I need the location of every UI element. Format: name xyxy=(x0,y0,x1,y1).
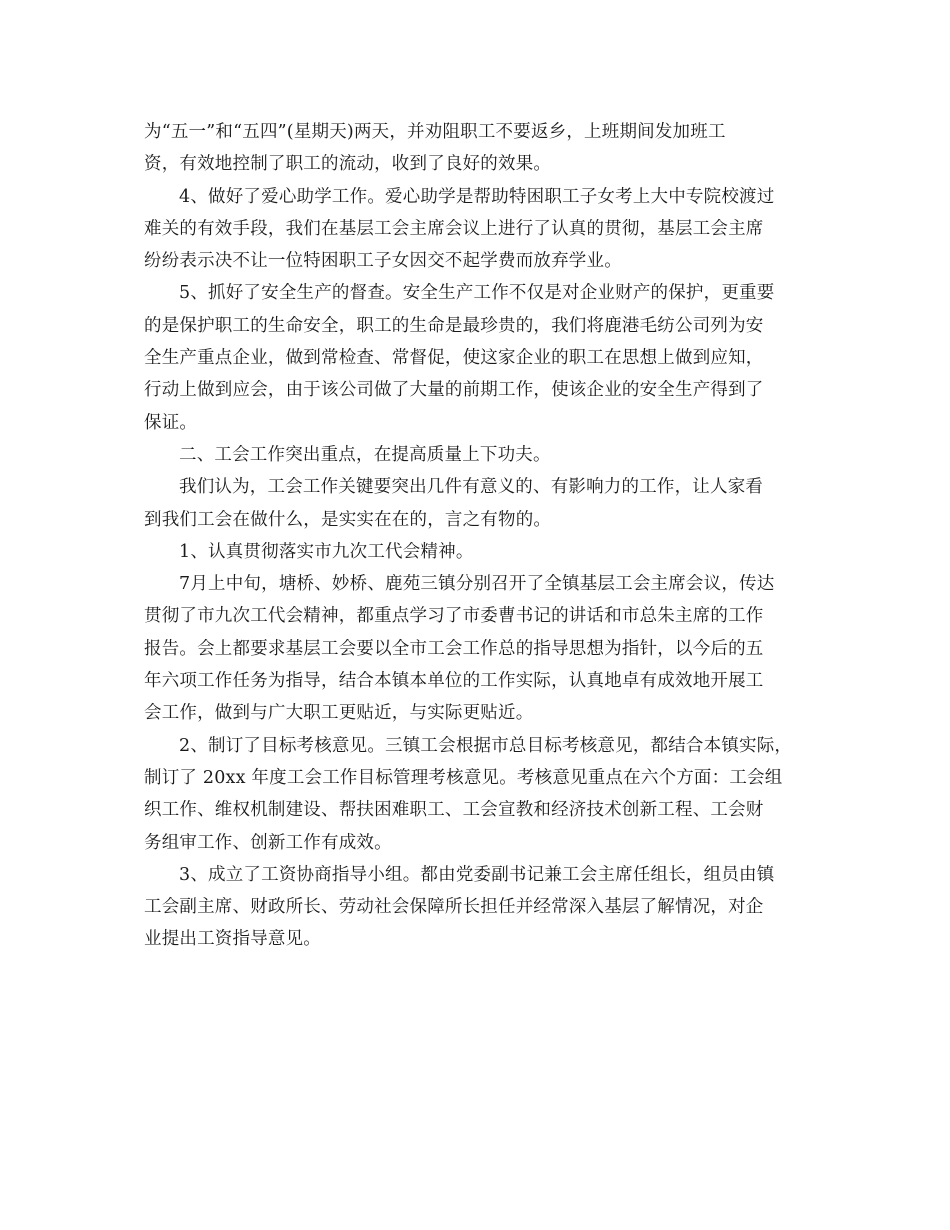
text-line: 难关的有效手段，我们在基层工会主席会议上进行了认真的贯彻，基层工会主席 xyxy=(144,218,764,239)
paragraph-start-line: 5、抓好了安全生产的督查。安全生产工作不仅是对企业财产的保护，更重要 xyxy=(179,283,775,304)
text-line: 行动上做到应会，由于该公司做了大量的前期工作，使该企业的安全生产得到了 xyxy=(144,380,764,401)
text-line: 为“五一”和“五四”(星期天)两天，并劝阻职工不要返乡，上班期间发加班工 xyxy=(144,122,726,142)
text-line: 到我们工会在做什么，是实实在在的，言之有物的。 xyxy=(144,509,552,530)
section-heading-line: 二、工会工作突出重点，在提高质量上下功夫。 xyxy=(179,444,551,465)
paragraph-start-line: 4、做好了爱心助学工作。爱心助学是帮助特困职工子女考上大中专院校渡过 xyxy=(179,186,775,207)
paragraph-start-line: 7月上中旬，塘桥、妙桥、鹿苑三镇分别召开了全镇基层工会主席会议，传达 xyxy=(179,574,775,595)
text-line: 保证。 xyxy=(144,412,198,433)
paragraph-start-line: 我们认为，工会工作关键要突出几件有意义的、有影响力的工作，让人家看 xyxy=(179,477,764,498)
text-line: 年六项工作任务为指导，结合本镇本单位的工作实际，认真地卓有成效地开展工 xyxy=(144,671,764,692)
paragraph-start-line: 2、制订了目标考核意见。三镇工会根据市总目标考核意见，都结合本镇实际， xyxy=(179,735,793,756)
document-page xyxy=(144,116,812,956)
text-line: 全生产重点企业，做到常检查、常督促，使这家企业的职工在思想上做到应知， xyxy=(144,348,764,369)
paragraph-start-line: 3、成立了工资协商指导小组。都由党委副书记兼工会主席任组长，组员由镇 xyxy=(179,864,775,885)
text-line: 的是保护职工的生命安全，职工的生命是最珍贵的，我们将鹿港毛纺公司列为安 xyxy=(144,315,764,336)
text-line: 资，有效地控制了职工的流动，收到了良好的效果。 xyxy=(144,154,552,175)
text-line: 制订了 20xx 年度工会工作目标管理考核意见。考核意见重点在六个方面：工会组 xyxy=(144,767,783,788)
text-line: 织工作、维权机制建设、帮扶困难职工、工会宣教和经济技术创新工程、工会财 xyxy=(144,800,764,821)
subheading-line: 1、认真贯彻落实市九次工代会精神。 xyxy=(179,541,474,562)
text-line: 工会副主席、财政所长、劳动社会保障所长担任并经常深入基层了解情况，对企 xyxy=(144,897,764,918)
text-line: 报告。会上都要求基层工会要以全市工会工作总的指导思想为指针，以今后的五 xyxy=(144,638,764,659)
text-line: 会工作，做到与广大职工更贴近，与实际更贴近。 xyxy=(144,703,534,724)
text-line: 业提出工资指导意见。 xyxy=(144,929,321,950)
text-line: 纷纷表示决不让一位特困职工子女因交不起学费而放弃学业。 xyxy=(144,251,622,272)
text-line: 贯彻了市九次工代会精神，都重点学习了市委曹书记的讲话和市总朱主席的工作 xyxy=(144,606,764,627)
text-line: 务组审工作、创新工作有成效。 xyxy=(144,832,392,853)
